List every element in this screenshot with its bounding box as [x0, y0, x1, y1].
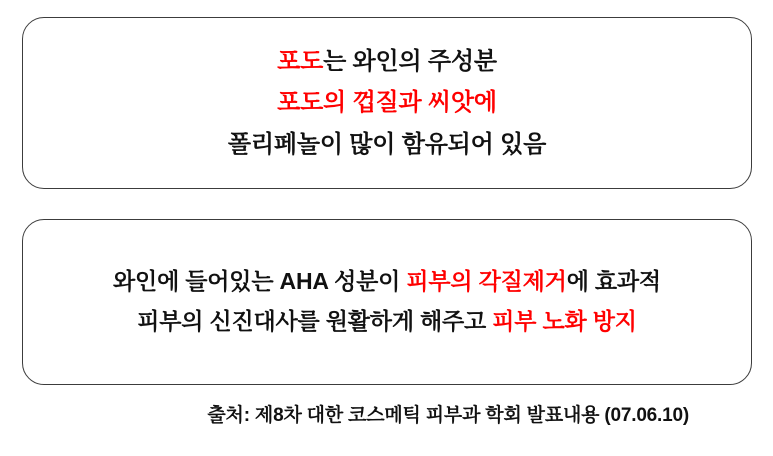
card-line-segment: 는 와인의 주성분 — [323, 48, 497, 76]
card-line — [23, 262, 751, 302]
card-line — [23, 302, 751, 342]
card-line-segment: 포도의 껍질과 씨앗에 — [277, 89, 497, 117]
card-line — [23, 41, 751, 82]
aha-skin-card — [22, 219, 752, 385]
card-line-segment: 피부 노화 방지 — [492, 308, 637, 334]
card-line-segment: 폴리페놀이 많이 함유되어 있음 — [227, 130, 547, 158]
card-line-segment: 피부의 각질제거 — [406, 268, 567, 295]
card-line-segment: 포도 — [277, 48, 324, 76]
card-line-segment: 피부의 신진대사를 원활하게 해주고 — [137, 308, 493, 334]
card-line-segment: 와인에 들어있는 AHA 성분이 — [113, 268, 407, 295]
card-line — [23, 82, 751, 123]
card-line — [23, 124, 751, 165]
grape-polyphenol-card — [22, 17, 752, 189]
card-line-segment: 에 효과적 — [566, 268, 661, 295]
source-citation: 출처: 제8차 대한 코스메틱 피부과 학회 발표내용 (07.06.10) — [207, 405, 689, 426]
